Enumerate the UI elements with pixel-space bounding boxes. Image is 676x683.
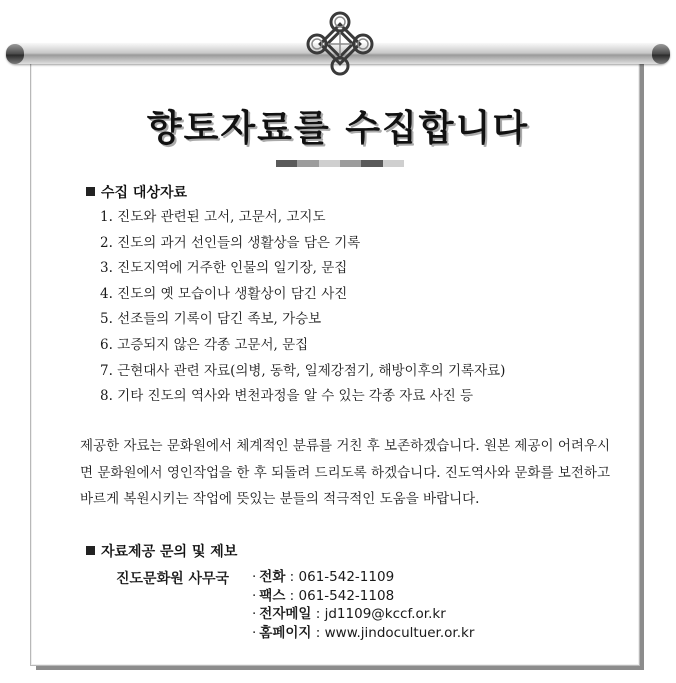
email-label: 전자메일 xyxy=(259,606,312,623)
collection-heading xyxy=(86,182,187,202)
divider-segment xyxy=(383,160,404,167)
dot-bullet: · xyxy=(252,587,257,604)
collection-list xyxy=(100,207,505,412)
office-name: 진도문화원 사무국 xyxy=(116,571,230,587)
collection-heading-text: 수집 대상자료 xyxy=(101,185,188,201)
dot-bullet: · xyxy=(252,569,257,585)
knot-ornament-icon xyxy=(297,8,383,76)
divider-segment xyxy=(319,160,340,167)
page-title: 향토자료를 수집합니다 xyxy=(146,108,530,149)
fax-value: 061-542-1108 xyxy=(298,587,395,604)
contact-heading xyxy=(86,541,237,561)
email-value: jd1109@kccf.or.kr xyxy=(324,606,446,623)
fax-row: · 팩스 : 061-542-1108 xyxy=(252,587,395,604)
list-item: 8. 기타 진도의 역사와 변천과정을 알 수 있는 각종 자료 사진 등 xyxy=(100,388,474,405)
homepage-label: 홈페이지 xyxy=(259,625,312,642)
rod-cap-left xyxy=(6,44,24,64)
homepage-value: www.jindocultuer.or.kr xyxy=(324,625,475,642)
list-item: 5. 선조들의 기록이 담긴 족보, 가승보 xyxy=(100,311,322,328)
rod-cap-right xyxy=(652,44,670,64)
fax-label: 팩스 xyxy=(259,587,286,604)
body-paragraph: 제공한 자료는 문화원에서 체계적인 분류를 거친 후 보존하겠습니다. 원본 제공이 어려우시면 문화원에서 영인작업을 한 후 되돌려 드리도록 하겠습니다. 진도역사와 문화를 보전하고 바르게 복원시키는 작업에 뜻있는 분들의 적극적인 도움을 바랍니다. xyxy=(80,438,610,507)
contact-list xyxy=(252,568,474,643)
phone-value: 061-542-1109 xyxy=(298,569,395,585)
title-divider xyxy=(276,160,404,167)
divider-segment xyxy=(297,160,318,167)
phone-row: · 전화 : 061-542-1109 xyxy=(252,569,395,585)
list-item: 3. 진도지역에 거주한 인물의 일기장, 문집 xyxy=(100,260,348,277)
list-item: 4. 진도의 옛 모습이나 생활상이 담긴 사진 xyxy=(100,285,348,302)
email-row: · 전자메일 : jd1109@kccf.or.kr xyxy=(252,606,446,623)
dot-bullet: · xyxy=(252,625,257,642)
divider-segment xyxy=(340,160,361,167)
homepage-row: · 홈페이지 : www.jindocultuer.or.kr xyxy=(252,625,475,642)
list-item: 6. 고증되지 않은 각종 고문서, 문집 xyxy=(100,336,309,353)
list-item: 2. 진도의 과거 선인들의 생활상을 담은 기록 xyxy=(100,234,361,251)
list-item: 1. 진도와 관련된 고서, 고문서, 고지도 xyxy=(100,209,326,225)
square-bullet-icon xyxy=(86,546,95,555)
phone-label: 전화 xyxy=(259,569,286,585)
square-bullet-icon xyxy=(86,187,95,196)
contact-heading-text: 자료제공 문의 및 제보 xyxy=(101,544,238,560)
divider-segment xyxy=(276,160,297,167)
divider-segment xyxy=(361,160,382,167)
dot-bullet: · xyxy=(252,606,257,623)
list-item: 7. 근현대사 관련 자료(의병, 동학, 일제강점기, 해방이후의 기록자료) xyxy=(100,362,506,379)
